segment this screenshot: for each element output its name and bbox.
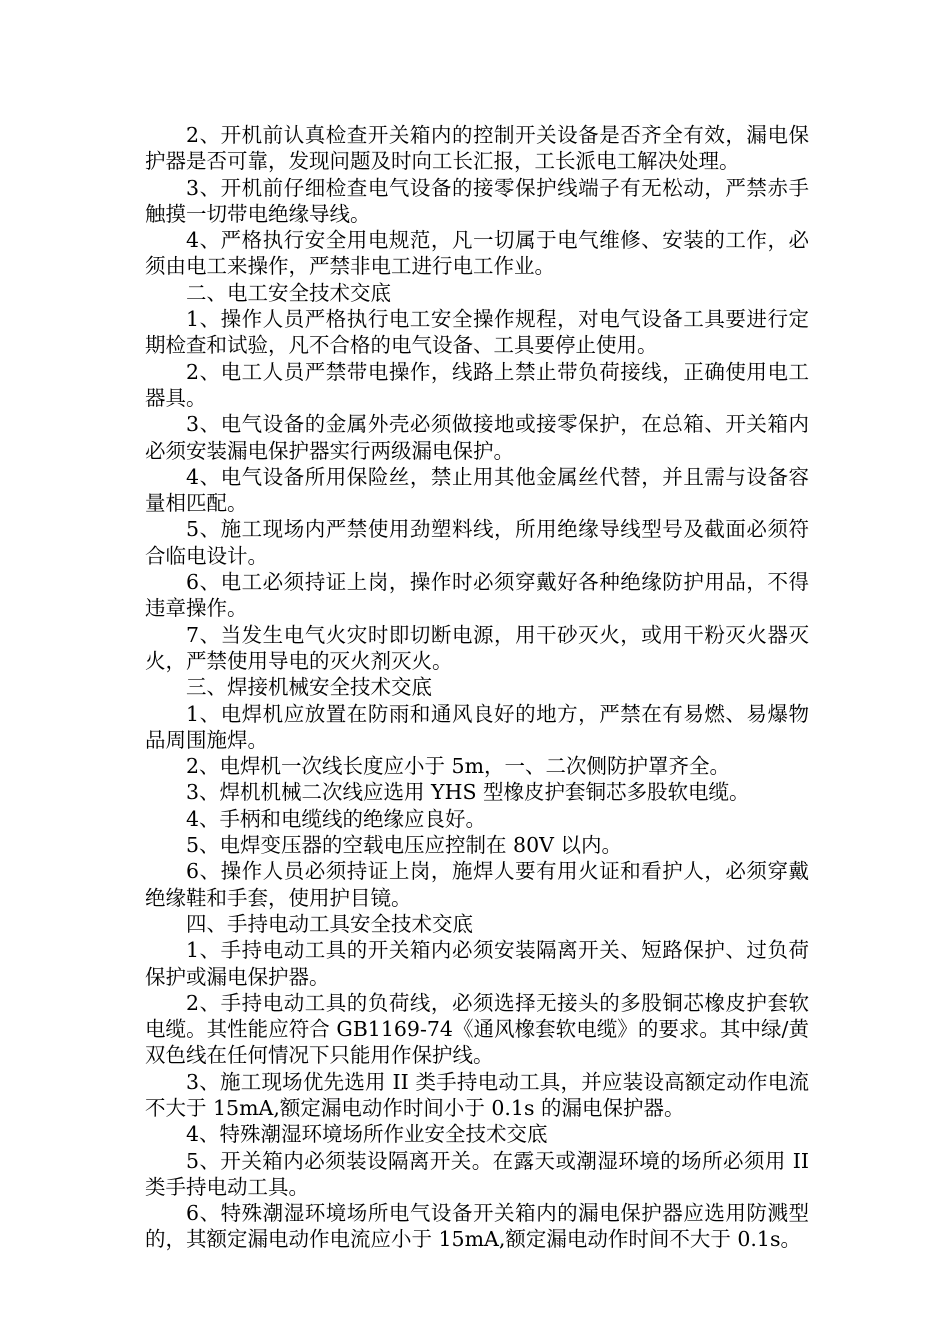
section-heading-power-tools-safety: 四、手持电动工具安全技术交底 — [186, 911, 473, 936]
paragraph-electrician-5: 5、施工现场内严禁使用劲塑料线，所用绝缘导线型号及截面必须符合临电设计。 — [145, 517, 809, 568]
paragraph-welding-3: 3、焊机机械二次线应选用 YHS 型橡皮护套铜芯多股软电缆。 — [186, 780, 750, 805]
paragraph-item-3-grounding-check: 3、开机前仔细检查电气设备的接零保护线端子有无松动，严禁赤手触摸一切带电绝缘导线。 — [145, 175, 809, 226]
paragraph-welding-6: 6、操作人员必须持证上岗，施焊人要有用火证和看护人，必须穿戴绝缘鞋和手套，使用护目镜。 — [145, 859, 809, 910]
paragraph-electrician-1: 1、操作人员严格执行电工安全操作规程，对电气设备工具要进行定期检查和试验，凡不合格的电气设备、工具要停止使用。 — [145, 307, 809, 358]
paragraph-item-2-power-check: 2、开机前认真检查开关箱内的控制开关设备是否齐全有效，漏电保护器是否可靠，发现问题及时向工长汇报，工长派电工解决处理。 — [145, 123, 809, 174]
paragraph-welding-2: 2、电焊机一次线长度应小于 5m，一、二次侧防护罩齐全。 — [186, 754, 731, 779]
section-heading-welding-safety: 三、焊接机械安全技术交底 — [186, 675, 432, 700]
paragraph-electrician-7: 7、当发生电气火灾时即切断电源，用干砂灭火，或用干粉灭火器灭火，严禁使用导电的灭火剂灭火。 — [145, 622, 809, 673]
paragraph-electrician-2: 2、电工人员严禁带电操作，线路上禁止带负荷接线，正确使用电工器具。 — [145, 359, 809, 410]
paragraph-item-4-electrician-only: 4、严格执行安全用电规范，凡一切属于电气维修、安装的工作，必须由电工来操作，严禁非电工进行电工作业。 — [145, 228, 809, 279]
section-heading-electrician-safety: 二、电工安全技术交底 — [186, 280, 391, 305]
paragraph-power-tools-6: 6、特殊潮湿环境场所电气设备开关箱内的漏电保护器应选用防溅型的，其额定漏电动作电流应小于 15mA,额定漏电动作时间不大于 0.1s。 — [145, 1201, 809, 1252]
paragraph-power-tools-5: 5、开关箱内必须装设隔离开关。在露天或潮湿环境的场所必须用 II 类手持电动工具。 — [145, 1148, 809, 1199]
paragraph-electrician-3: 3、电气设备的金属外壳必须做接地或接零保护，在总箱、开关箱内必须安装漏电保护器实行两级漏电保护。 — [145, 412, 809, 463]
document-body — [145, 122, 809, 1253]
paragraph-electrician-6: 6、电工必须持证上岗，操作时必须穿戴好各种绝缘防护用品，不得违章操作。 — [145, 570, 809, 621]
paragraph-power-tools-3: 3、施工现场优先选用 II 类手持电动工具，并应装设高额定动作电流不大于 15mA,额定漏电动作时间小于 0.1s 的漏电保护器。 — [145, 1069, 809, 1120]
paragraph-welding-5: 5、电焊变压器的空载电压应控制在 80V 以内。 — [186, 833, 622, 858]
paragraph-power-tools-4-humid-heading: 4、特殊潮湿环境场所作业安全技术交底 — [186, 1122, 548, 1147]
paragraph-welding-1: 1、电焊机应放置在防雨和通风良好的地方，严禁在有易燃、易爆物品周围施焊。 — [145, 701, 809, 752]
paragraph-electrician-4: 4、电气设备所用保险丝，禁止用其他金属丝代替，并且需与设备容量相匹配。 — [145, 464, 809, 516]
paragraph-power-tools-2: 2、手持电动工具的负荷线，必须选择无接头的多股铜芯橡皮护套软电缆。其性能应符合 GB1169-74《通风橡套软电缆》的要求。其中绿/黄双色线在任何情况下只能用作保护线。 — [145, 990, 809, 1068]
paragraph-power-tools-1: 1、手持电动工具的开关箱内必须安装隔离开关、短路保护、过负荷保护或漏电保护器。 — [145, 938, 809, 989]
paragraph-welding-4: 4、手柄和电缆线的绝缘应良好。 — [186, 806, 487, 831]
